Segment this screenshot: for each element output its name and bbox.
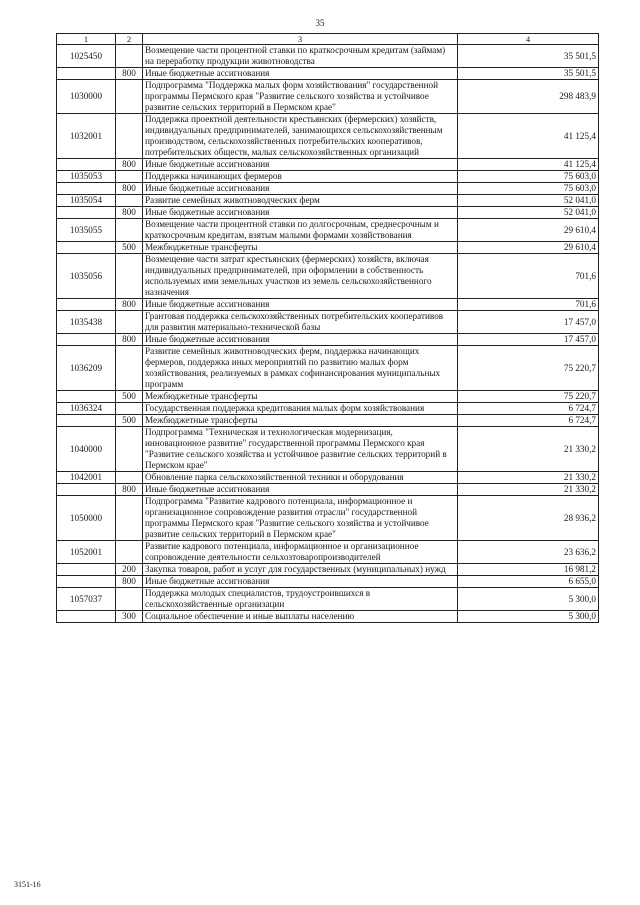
amount-cell: 28 936,2	[458, 496, 599, 541]
header-col-2: 2	[116, 34, 143, 45]
classification-code-cell: 1057037	[57, 588, 116, 611]
header-col-3: 3	[143, 34, 458, 45]
classification-code-cell: 1035055	[57, 219, 116, 242]
description-cell: Закупка товаров, работ и услуг для государственных (муниципальных) нужд	[143, 564, 458, 576]
description-cell: Поддержка молодых специалистов, трудоустроившихся в сельскохозяйственные организации	[143, 588, 458, 611]
description-cell: Государственная поддержка кредитования малых форм хозяйствования	[143, 403, 458, 415]
table-row	[57, 391, 599, 403]
expense-type-cell	[116, 254, 143, 299]
amount-cell: 29 610,4	[458, 242, 599, 254]
header-col-4: 4	[458, 34, 599, 45]
amount-cell: 52 041,0	[458, 207, 599, 219]
amount-cell: 41 125,4	[458, 159, 599, 171]
table-row	[57, 334, 599, 346]
description-cell: Поддержка начинающих фермеров	[143, 171, 458, 183]
expense-type-cell	[116, 45, 143, 68]
table-row	[57, 427, 599, 472]
description-cell: Иные бюджетные ассигнования	[143, 183, 458, 195]
description-cell: Иные бюджетные ассигнования	[143, 334, 458, 346]
expense-type-cell	[116, 403, 143, 415]
description-cell: Развитие кадрового потенциала, информационное и организационное сопровождение деятельности сельхозтоваропроизводителей	[143, 541, 458, 564]
description-cell: Подпрограмма "Развитие кадрового потенциала, информационное и организационное сопровождение развития отрасли" государственной программы Пермского края "Развитие сельского хозяйства и устойчивое развитие сельских территорий в Пермском крае"	[143, 496, 458, 541]
classification-code-cell	[57, 334, 116, 346]
table-row	[57, 299, 599, 311]
expense-type-cell: 800	[116, 183, 143, 195]
classification-code-cell	[57, 484, 116, 496]
classification-code-cell: 1050000	[57, 496, 116, 541]
classification-code-cell: 1052001	[57, 541, 116, 564]
amount-cell: 5 300,0	[458, 611, 599, 623]
classification-code-cell	[57, 207, 116, 219]
classification-code-cell: 1036209	[57, 346, 116, 391]
classification-code-cell: 1025450	[57, 45, 116, 68]
amount-cell: 75 220,7	[458, 391, 599, 403]
table-row	[57, 80, 599, 114]
description-cell: Поддержка проектной деятельности крестьянских (фермерских) хозяйств, индивидуальных предпринимателей, занимающихся сельскохозяйственным производством, сельскохозяйственных потребительских кооперативов, потребительских обществ, малых сельскохозяйственных организаций	[143, 114, 458, 159]
description-cell: Межбюджетные трансферты	[143, 242, 458, 254]
description-cell: Возмещение части процентной ставки по краткосрочным кредитам (займам) на переработку продукции животноводства	[143, 45, 458, 68]
classification-code-cell: 1036324	[57, 403, 116, 415]
table-row	[57, 183, 599, 195]
description-cell: Обновление парка сельскохозяйственной техники и оборудования	[143, 472, 458, 484]
classification-code-cell: 1035056	[57, 254, 116, 299]
amount-cell: 29 610,4	[458, 219, 599, 242]
amount-cell: 6 724,7	[458, 403, 599, 415]
expense-type-cell	[116, 171, 143, 183]
description-cell: Подпрограмма "Техническая и технологическая модернизация, инновационное развитие" государственной программы Пермского края "Развитие сельского хозяйства и устойчивое развитие сельских территорий в Пермском крае"	[143, 427, 458, 472]
classification-code-cell	[57, 611, 116, 623]
table-row	[57, 45, 599, 68]
classification-code-cell: 1035438	[57, 311, 116, 334]
expense-type-cell	[116, 427, 143, 472]
classification-code-cell: 1035054	[57, 195, 116, 207]
expense-type-cell	[116, 80, 143, 114]
expense-type-cell: 500	[116, 242, 143, 254]
expense-type-cell	[116, 219, 143, 242]
classification-code-cell	[57, 159, 116, 171]
description-cell: Иные бюджетные ассигнования	[143, 299, 458, 311]
description-cell: Социальное обеспечение и иные выплаты населению	[143, 611, 458, 623]
amount-cell: 701,6	[458, 299, 599, 311]
amount-cell: 35 501,5	[458, 45, 599, 68]
footer-code: 3151-16	[14, 880, 41, 889]
table-row	[57, 496, 599, 541]
description-cell: Иные бюджетные ассигнования	[143, 207, 458, 219]
amount-cell: 52 041,0	[458, 195, 599, 207]
description-cell: Межбюджетные трансферты	[143, 391, 458, 403]
classification-code-cell	[57, 564, 116, 576]
budget-table	[56, 33, 599, 623]
classification-code-cell	[57, 576, 116, 588]
description-cell: Иные бюджетные ассигнования	[143, 484, 458, 496]
amount-cell: 298 483,9	[458, 80, 599, 114]
classification-code-cell	[57, 391, 116, 403]
description-cell: Межбюджетные трансферты	[143, 415, 458, 427]
expense-type-cell: 800	[116, 484, 143, 496]
description-cell: Иные бюджетные ассигнования	[143, 68, 458, 80]
table-row	[57, 171, 599, 183]
description-cell: Развитие семейных животноводческих ферм, поддержка начинающих фермеров, поддержка иных мероприятий по развитию малых форм хозяйствования, реализуемых в рамках софинансирования муниципальных программ	[143, 346, 458, 391]
expense-type-cell: 200	[116, 564, 143, 576]
expense-type-cell: 300	[116, 611, 143, 623]
classification-code-cell: 1035053	[57, 171, 116, 183]
header-row	[57, 34, 599, 45]
classification-code-cell	[57, 415, 116, 427]
expense-type-cell: 800	[116, 159, 143, 171]
expense-type-cell: 800	[116, 334, 143, 346]
description-cell: Возмещение части процентной ставки по долгосрочным, среднесрочным и краткосрочным кредитам, взятым малыми формами хозяйствования	[143, 219, 458, 242]
classification-code-cell	[57, 68, 116, 80]
table-row	[57, 114, 599, 159]
amount-cell: 75 603,0	[458, 183, 599, 195]
expense-type-cell	[116, 114, 143, 159]
table-row	[57, 159, 599, 171]
classification-code-cell: 1030000	[57, 80, 116, 114]
table-row	[57, 588, 599, 611]
amount-cell: 21 330,2	[458, 427, 599, 472]
table-row	[57, 576, 599, 588]
description-cell: Подпрограмма "Поддержка малых форм хозяйствования" государственной программы Пермского края "Развитие сельского хозяйства и устойчивое развитие сельских территорий в Пермском крае"	[143, 80, 458, 114]
expense-type-cell	[116, 195, 143, 207]
classification-code-cell: 1032001	[57, 114, 116, 159]
amount-cell: 35 501,5	[458, 68, 599, 80]
expense-type-cell	[116, 346, 143, 391]
amount-cell: 16 981,2	[458, 564, 599, 576]
amount-cell: 75 603,0	[458, 171, 599, 183]
header-col-1: 1	[57, 34, 116, 45]
table-row	[57, 415, 599, 427]
amount-cell: 17 457,0	[458, 311, 599, 334]
amount-cell: 6 655,0	[458, 576, 599, 588]
amount-cell: 701,6	[458, 254, 599, 299]
amount-cell: 75 220,7	[458, 346, 599, 391]
table-row	[57, 195, 599, 207]
page-number: 35	[315, 18, 325, 28]
table-row	[57, 541, 599, 564]
table-row	[57, 472, 599, 484]
table-row	[57, 311, 599, 334]
amount-cell: 41 125,4	[458, 114, 599, 159]
table-row	[57, 564, 599, 576]
table-row	[57, 484, 599, 496]
description-cell: Развитие семейных животноводческих ферм	[143, 195, 458, 207]
amount-cell: 5 300,0	[458, 588, 599, 611]
classification-code-cell: 1040000	[57, 427, 116, 472]
expense-type-cell: 800	[116, 68, 143, 80]
expense-type-cell	[116, 588, 143, 611]
table-row	[57, 68, 599, 80]
expense-type-cell: 800	[116, 576, 143, 588]
amount-cell: 17 457,0	[458, 334, 599, 346]
expense-type-cell: 500	[116, 415, 143, 427]
classification-code-cell	[57, 242, 116, 254]
expense-type-cell	[116, 472, 143, 484]
amount-cell: 6 724,7	[458, 415, 599, 427]
description-cell: Возмещение части затрат крестьянских (фермерских) хозяйств, включая индивидуальных предпринимателей, при оформлении в собственность используемых ими земельных участков из земель сельскохозяйственного назначения	[143, 254, 458, 299]
expense-type-cell: 800	[116, 299, 143, 311]
classification-code-cell: 1042001	[57, 472, 116, 484]
expense-type-cell	[116, 541, 143, 564]
table-row	[57, 403, 599, 415]
classification-code-cell	[57, 299, 116, 311]
description-cell: Грантовая поддержка сельскохозяйственных потребительских кооперативов для развития материально-технической базы	[143, 311, 458, 334]
table-row	[57, 611, 599, 623]
amount-cell: 23 636,2	[458, 541, 599, 564]
table-row	[57, 242, 599, 254]
table-row	[57, 346, 599, 391]
description-cell: Иные бюджетные ассигнования	[143, 576, 458, 588]
table-row	[57, 207, 599, 219]
expense-type-cell: 800	[116, 207, 143, 219]
expense-type-cell: 500	[116, 391, 143, 403]
table-row	[57, 219, 599, 242]
table-row	[57, 254, 599, 299]
amount-cell: 21 330,2	[458, 472, 599, 484]
amount-cell: 21 330,2	[458, 484, 599, 496]
expense-type-cell	[116, 496, 143, 541]
classification-code-cell	[57, 183, 116, 195]
expense-type-cell	[116, 311, 143, 334]
description-cell: Иные бюджетные ассигнования	[143, 159, 458, 171]
